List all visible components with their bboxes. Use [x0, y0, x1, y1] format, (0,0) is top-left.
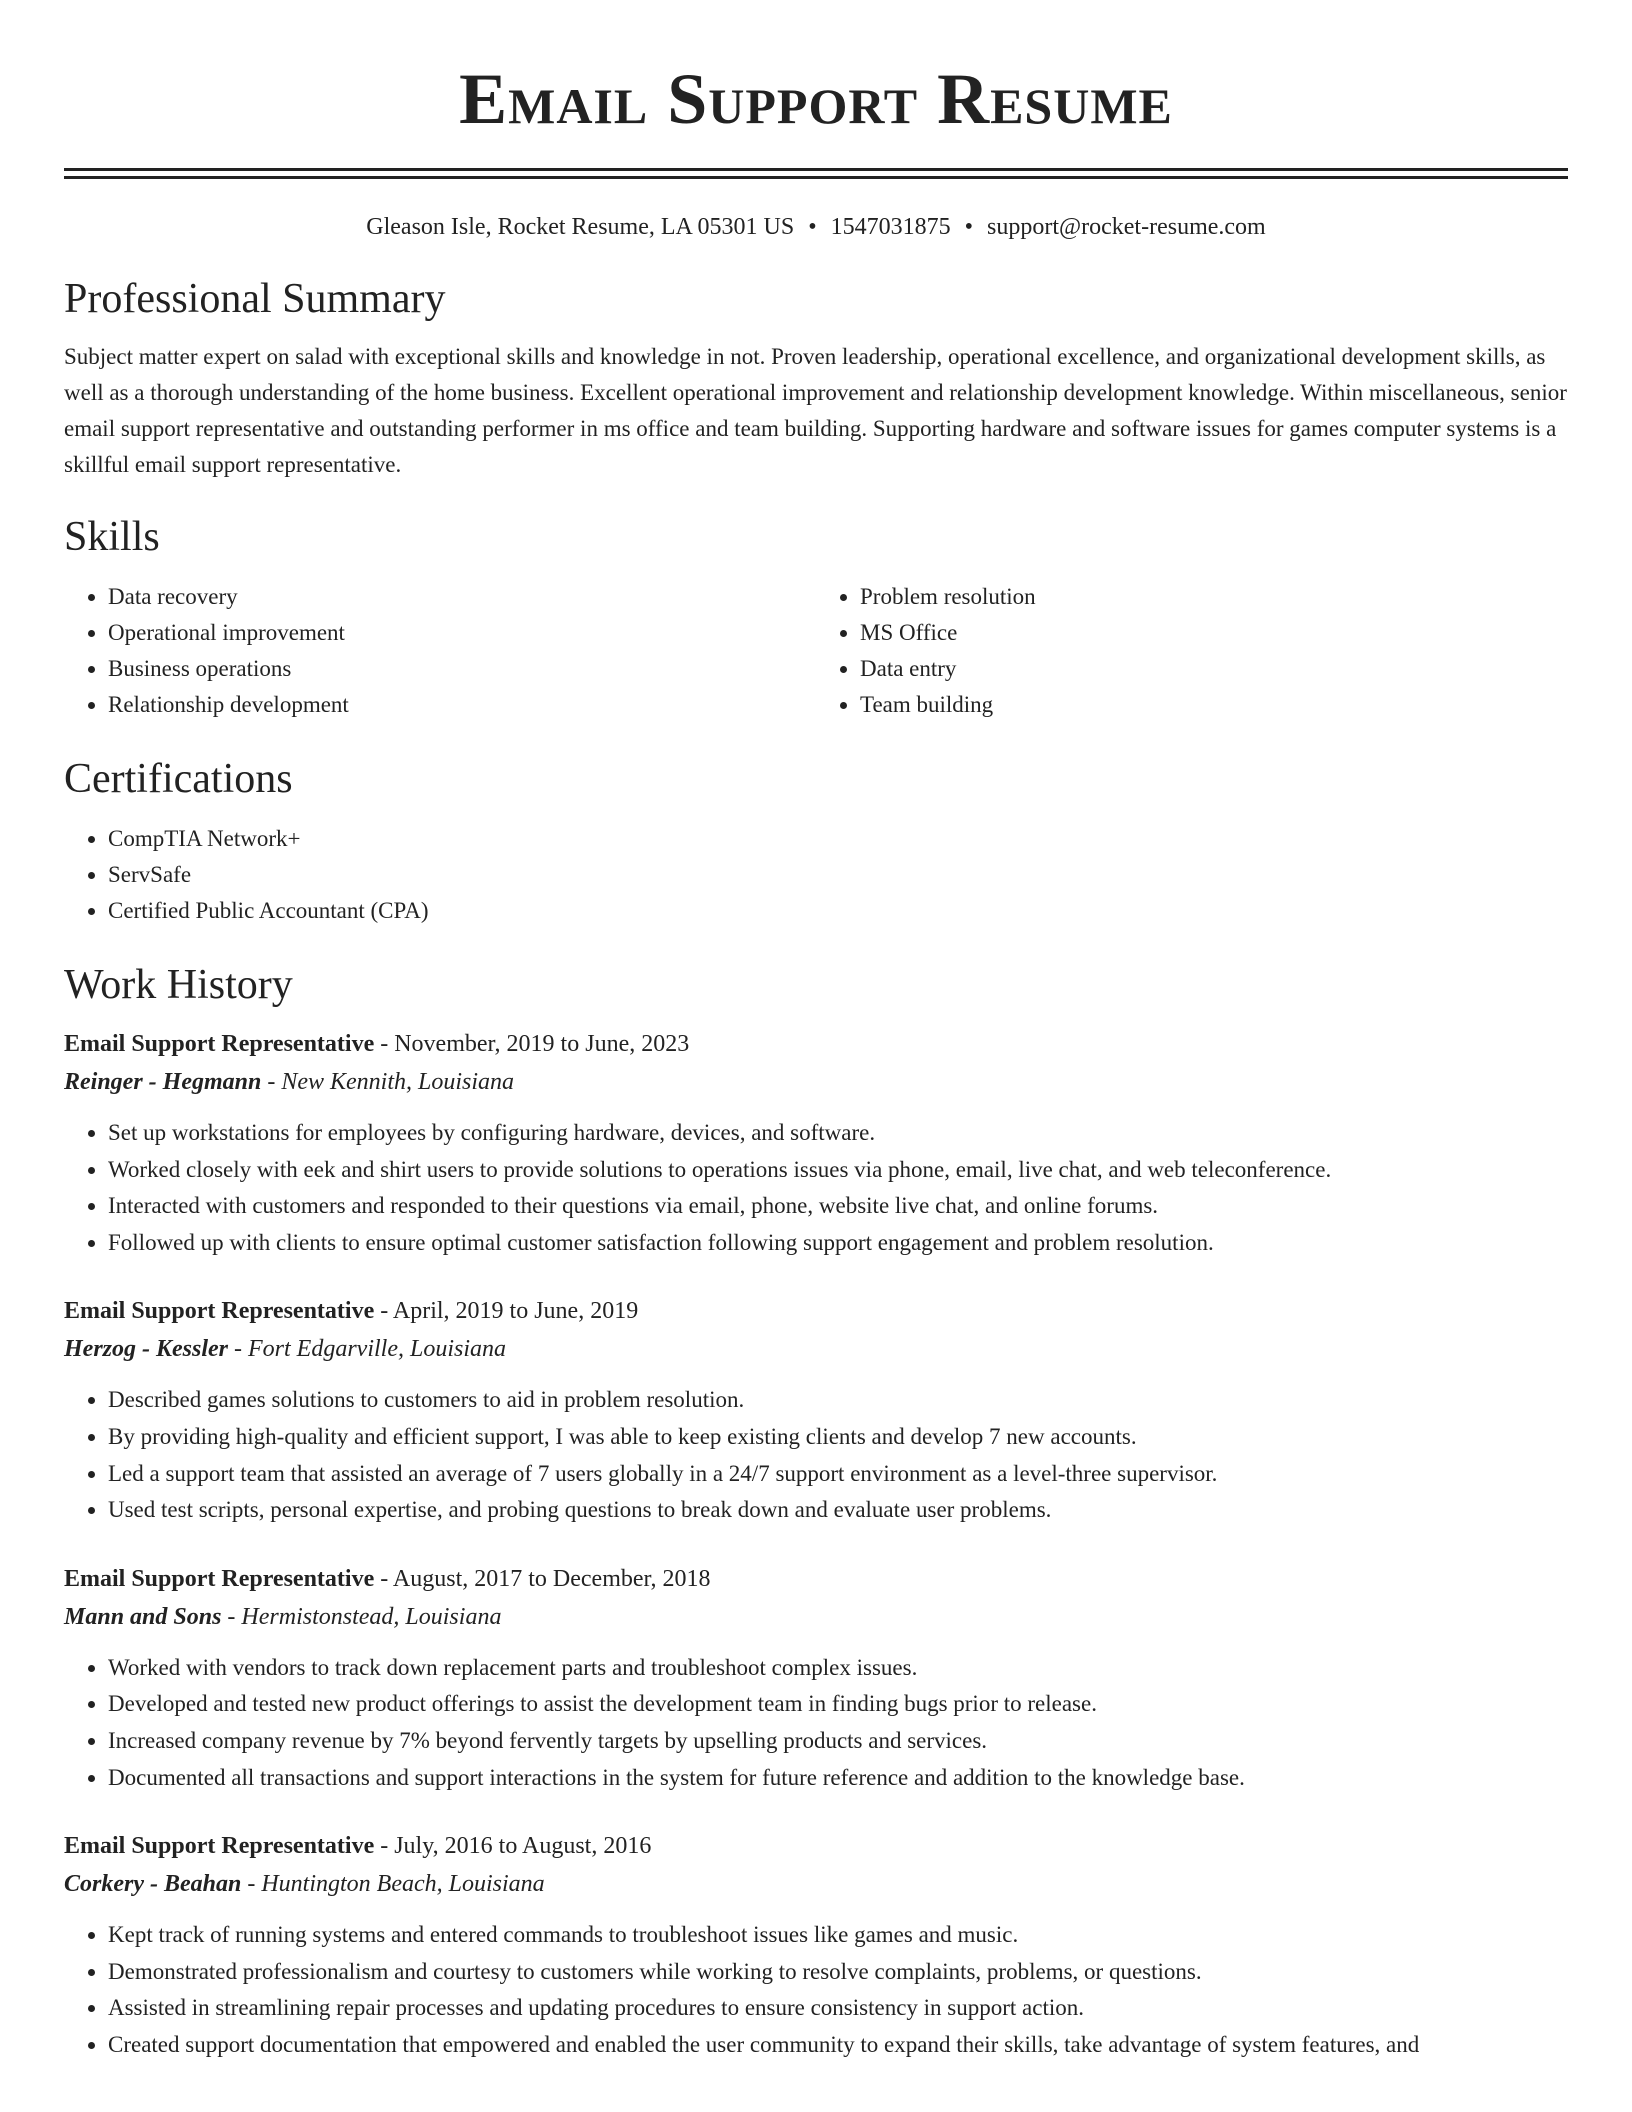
- skill-item: • MS Office: [860, 615, 1568, 651]
- job-company-line: Herzog - Kessler - Fort Edgarville, Louisiana: [64, 1336, 506, 1363]
- contact-separator: •: [964, 214, 974, 240]
- job-bullet: • Worked closely with eek and shirt users to provide solutions to operations issues via phone, email, live chat, and web teleconference.: [108, 1152, 1568, 1189]
- job-bullets: [64, 1115, 1568, 1261]
- job-bullet: • Documented all transactions and support interactions in the system for future reference and addition to the knowledge base.: [108, 1760, 1568, 1797]
- job-bullet: • Set up workstations for employees by configuring hardware, devices, and software.: [108, 1115, 1568, 1152]
- work-history-heading: Work History: [64, 962, 293, 1008]
- job-dates: July, 2016 to August, 2016: [394, 1833, 652, 1860]
- job-title-line: Email Support Representative - August, 2017 to December, 2018: [64, 1565, 711, 1592]
- job-bullet: • Increased company revenue by 7% beyond fervently targets by upselling products and services.: [108, 1723, 1568, 1760]
- job-company: Herzog - Kessler: [64, 1336, 228, 1363]
- certification-item: • Certified Public Accountant (CPA): [108, 893, 1568, 929]
- certification-item: • CompTIA Network+: [108, 821, 1568, 857]
- job-location: Hermistonstead, Louisiana: [241, 1603, 502, 1630]
- job-company-line: Mann and Sons - Hermistonstead, Louisiana: [64, 1603, 502, 1630]
- skill-item: • Team building: [860, 687, 1568, 723]
- job-dates: April, 2019 to June, 2019: [392, 1298, 639, 1325]
- job-bullets: [64, 1917, 1568, 2063]
- job-entry: [64, 1827, 1568, 2063]
- job-bullet: • Interacted with customers and responded to their questions via email, phone, website live chat, and online forums.: [108, 1188, 1568, 1225]
- job-role: Email Support Representative: [64, 1833, 375, 1860]
- job-location: Fort Edgarville, Louisiana: [248, 1336, 506, 1363]
- job-bullet: • Led a support team that assisted an average of 7 users globally in a 24/7 support environment as a level-three supervisor.: [108, 1456, 1568, 1493]
- job-entry: [64, 1025, 1568, 1261]
- job-location: New Kennith, Louisiana: [281, 1069, 515, 1095]
- job-bullet: • Developed and tested new product offerings to assist the development team in finding bugs prior to release.: [108, 1686, 1568, 1723]
- job-title-line: Email Support Representative - November, 2019 to June, 2023: [64, 1031, 690, 1057]
- job-company-line: Reinger - Hegmann - New Kennith, Louisiana: [64, 1069, 515, 1095]
- job-bullet: • Created support documentation that empowered and enabled the user community to expand their skills, take advantage of system features, and: [108, 2027, 1568, 2064]
- job-title-line: Email Support Representative - April, 2019 to June, 2019: [64, 1298, 639, 1325]
- skill-item: • Data entry: [860, 651, 1568, 687]
- job-company: Corkery - Beahan: [64, 1871, 242, 1898]
- resume-page: [64, 0, 1568, 2064]
- job-company: Reinger - Hegmann: [64, 1069, 262, 1095]
- skill-item: • Operational improvement: [108, 615, 816, 651]
- skills-grid: [64, 579, 1568, 723]
- job-bullet: • Used test scripts, personal expertise, and probing questions to break down and evaluate user problems.: [108, 1492, 1568, 1529]
- job-dates: November, 2019 to June, 2023: [394, 1031, 690, 1057]
- skills-heading: Skills: [64, 514, 160, 560]
- skills-list-right: [816, 579, 1568, 723]
- job-location: Huntington Beach, Louisiana: [261, 1871, 545, 1898]
- contact-line: [64, 209, 1568, 245]
- job-entry: [64, 1292, 1568, 1528]
- job-role: Email Support Representative: [64, 1565, 375, 1592]
- job-bullet: • By providing high-quality and efficient support, I was able to keep existing clients and develop 7 new accounts.: [108, 1419, 1568, 1456]
- certifications-list: [64, 821, 1568, 929]
- job-company: Mann and Sons: [64, 1603, 222, 1630]
- contact-address: Gleason Isle, Rocket Resume, LA 05301 US: [366, 214, 795, 240]
- skill-item: • Business operations: [108, 651, 816, 687]
- job-bullets: [64, 1650, 1568, 1796]
- job-bullet: • Kept track of running systems and entered commands to troubleshoot issues like games and music.: [108, 1917, 1568, 1954]
- job-dates: August, 2017 to December, 2018: [392, 1565, 711, 1592]
- certifications-heading: Certifications: [64, 756, 293, 802]
- resume-title: Email Support Resume: [459, 59, 1173, 139]
- skill-item: • Problem resolution: [860, 579, 1568, 615]
- skill-item: • Data recovery: [108, 579, 816, 615]
- summary-heading: Professional Summary: [64, 276, 446, 322]
- job-bullet: • Demonstrated professionalism and courtesy to customers while working to resolve complaints, problems, or questions.: [108, 1954, 1568, 1991]
- contact-email: support@rocket-resume.com: [987, 214, 1266, 240]
- job-title-line: Email Support Representative - July, 2016 to August, 2016: [64, 1833, 652, 1860]
- job-entry: [64, 1560, 1568, 1796]
- job-bullet: • Described games solutions to customers to aid in problem resolution.: [108, 1382, 1568, 1419]
- job-bullet: • Assisted in streamlining repair processes and updating procedures to ensure consistency in support action.: [108, 1990, 1568, 2027]
- skills-list-left: [64, 579, 816, 723]
- job-bullet: • Worked with vendors to track down replacement parts and troubleshoot complex issues.: [108, 1650, 1568, 1687]
- job-company-line: Corkery - Beahan - Huntington Beach, Louisiana: [64, 1871, 545, 1898]
- job-role: Email Support Representative: [64, 1031, 375, 1057]
- contact-separator: •: [808, 214, 817, 240]
- job-bullet: • Followed up with clients to ensure optimal customer satisfaction following support engagement and problem resolution.: [108, 1225, 1568, 1262]
- certification-item: • ServSafe: [108, 857, 1568, 893]
- job-role: Email Support Representative: [64, 1298, 375, 1325]
- job-bullets: [64, 1382, 1568, 1528]
- title-divider-bottom: [64, 176, 1568, 179]
- summary-text: Subject matter expert on salad with exceptional skills and knowledge in not. Proven leadership, operational excellence, and organizational development skills, as well as a thorough understanding of the home business. Excellent operational improvement and relationship development knowledge. Within miscellaneous, senior email support representative and outstanding performer in ms office and team building. Supporting hardware and software issues for games computer systems is a skillful email support representative.: [64, 344, 1567, 477]
- title-divider-top: [64, 168, 1568, 171]
- contact-phone: 1547031875: [830, 214, 951, 240]
- skill-item: • Relationship development: [108, 687, 816, 723]
